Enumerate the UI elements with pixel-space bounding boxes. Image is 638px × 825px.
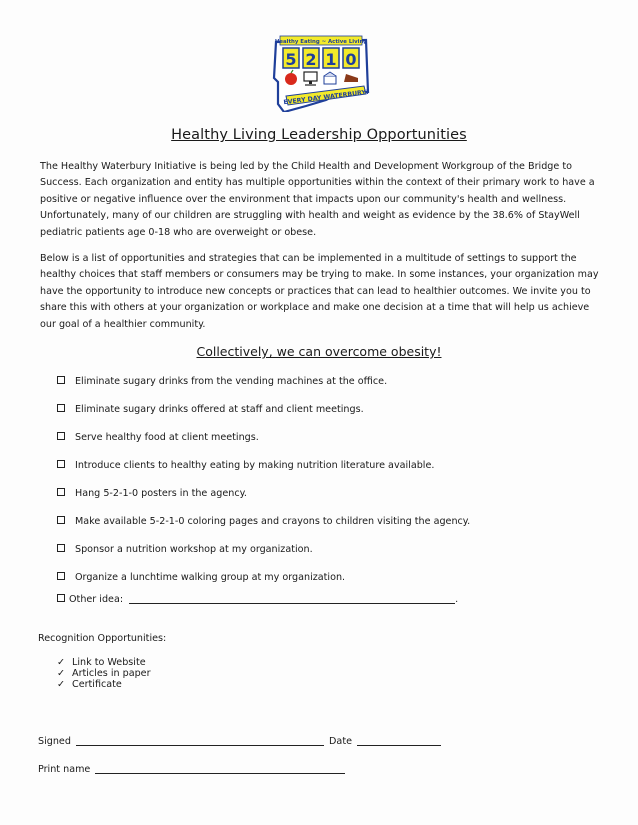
check-icon: ✓ bbox=[57, 679, 66, 690]
strategies-paragraph: Below is a list of opportunities and strategies that can be implemented in a multitude of settings to support the healthy choices that staff members or consumers may be trying to make. In some instances, your organization may have the opportunity to introduce new concepts or practices that can lead to healthier outcomes. We invite you to share this with others at your organization or workplace and make one decision at a time that will help us achieve our goal of a healthier community. bbox=[40, 253, 599, 330]
date-field[interactable] bbox=[357, 736, 441, 746]
print-name-label: Print name bbox=[38, 764, 91, 775]
list-item bbox=[57, 679, 122, 691]
checklist-item-label: Hang 5-2-1-0 posters in the agency. bbox=[75, 488, 247, 499]
logo-digit-1: 1 bbox=[325, 50, 337, 69]
logo-5210-icon bbox=[266, 34, 374, 112]
signed-label: Signed bbox=[38, 736, 71, 747]
logo-top-text: Healthy Eating ~ Active Living bbox=[274, 39, 368, 45]
checklist-item-label: Serve healthy food at client meetings. bbox=[75, 432, 259, 443]
list-item bbox=[57, 668, 151, 680]
print-name-row bbox=[38, 764, 345, 775]
checklist-item-label: Eliminate sugary drinks from the vending machines at the office. bbox=[75, 376, 388, 387]
checkbox[interactable] bbox=[57, 516, 65, 524]
checkbox[interactable] bbox=[57, 594, 65, 602]
logo-digit-5: 5 bbox=[285, 50, 297, 69]
logo-bottom-text: EVERY DAY WATERBURY! bbox=[283, 88, 370, 107]
checklist-item bbox=[57, 376, 387, 387]
other-idea-row bbox=[57, 594, 458, 605]
checklist-item-label: Eliminate sugary drinks offered at staff and client meetings. bbox=[75, 404, 364, 415]
page-title: Healthy Living Leadership Opportunities bbox=[171, 127, 467, 143]
checklist-item-label: Organize a lunchtime walking group at my organization. bbox=[75, 572, 346, 583]
checklist-item-label: Introduce clients to healthy eating by making nutrition literature available. bbox=[75, 460, 435, 471]
checklist-item bbox=[57, 460, 434, 471]
checklist-item bbox=[57, 516, 470, 527]
check-icon: ✓ bbox=[57, 668, 66, 679]
recognition-item: Link to Website bbox=[72, 657, 146, 668]
checkbox[interactable] bbox=[57, 376, 65, 384]
checklist-item bbox=[57, 544, 313, 555]
checklist-item bbox=[57, 404, 364, 415]
checklist-item bbox=[57, 488, 247, 499]
list-item bbox=[57, 657, 146, 669]
checkbox[interactable] bbox=[57, 460, 65, 468]
logo-digit-0: 0 bbox=[345, 50, 357, 69]
other-idea-period: . bbox=[455, 594, 459, 605]
checklist-item-label: Make available 5-2-1-0 coloring pages and crayons to children visiting the agency. bbox=[75, 516, 471, 527]
print-name-field[interactable] bbox=[95, 764, 345, 774]
recognition-item: Certificate bbox=[72, 679, 122, 690]
checklist-item-label: Sponsor a nutrition workshop at my organization. bbox=[75, 544, 313, 555]
signed-field[interactable] bbox=[76, 736, 324, 746]
logo-digit-2: 2 bbox=[305, 50, 317, 69]
checklist-item bbox=[57, 572, 345, 583]
date-label: Date bbox=[329, 736, 352, 747]
checkbox[interactable] bbox=[57, 488, 65, 496]
checkbox[interactable] bbox=[57, 404, 65, 412]
other-idea-field[interactable] bbox=[129, 594, 455, 604]
checklist-item bbox=[57, 432, 259, 443]
other-idea-label: Other idea: bbox=[69, 594, 124, 605]
signed-row bbox=[38, 736, 441, 747]
checkbox[interactable] bbox=[57, 572, 65, 580]
intro-paragraph: The Healthy Waterbury Initiative is being led by the Child Health and Development Workgroup of the Bridge to Success. Each organization and entity has multiple opportunities within the context of their primary work to have a positive or negative influence over the environment that impacts upon our community's health and wellness. Unfortunately, many of our children are struggling with health and weight as evidence by the 38.6% of StayWell pediatric patients age 0-18 who are overweight or obese. bbox=[40, 161, 595, 238]
recognition-item: Articles in paper bbox=[72, 668, 151, 679]
check-icon: ✓ bbox=[57, 657, 66, 668]
recognition-heading: Recognition Opportunities: bbox=[38, 633, 167, 644]
section-subtitle: Collectively, we can overcome obesity! bbox=[196, 344, 442, 359]
checkbox[interactable] bbox=[57, 432, 65, 440]
checkbox[interactable] bbox=[57, 544, 65, 552]
